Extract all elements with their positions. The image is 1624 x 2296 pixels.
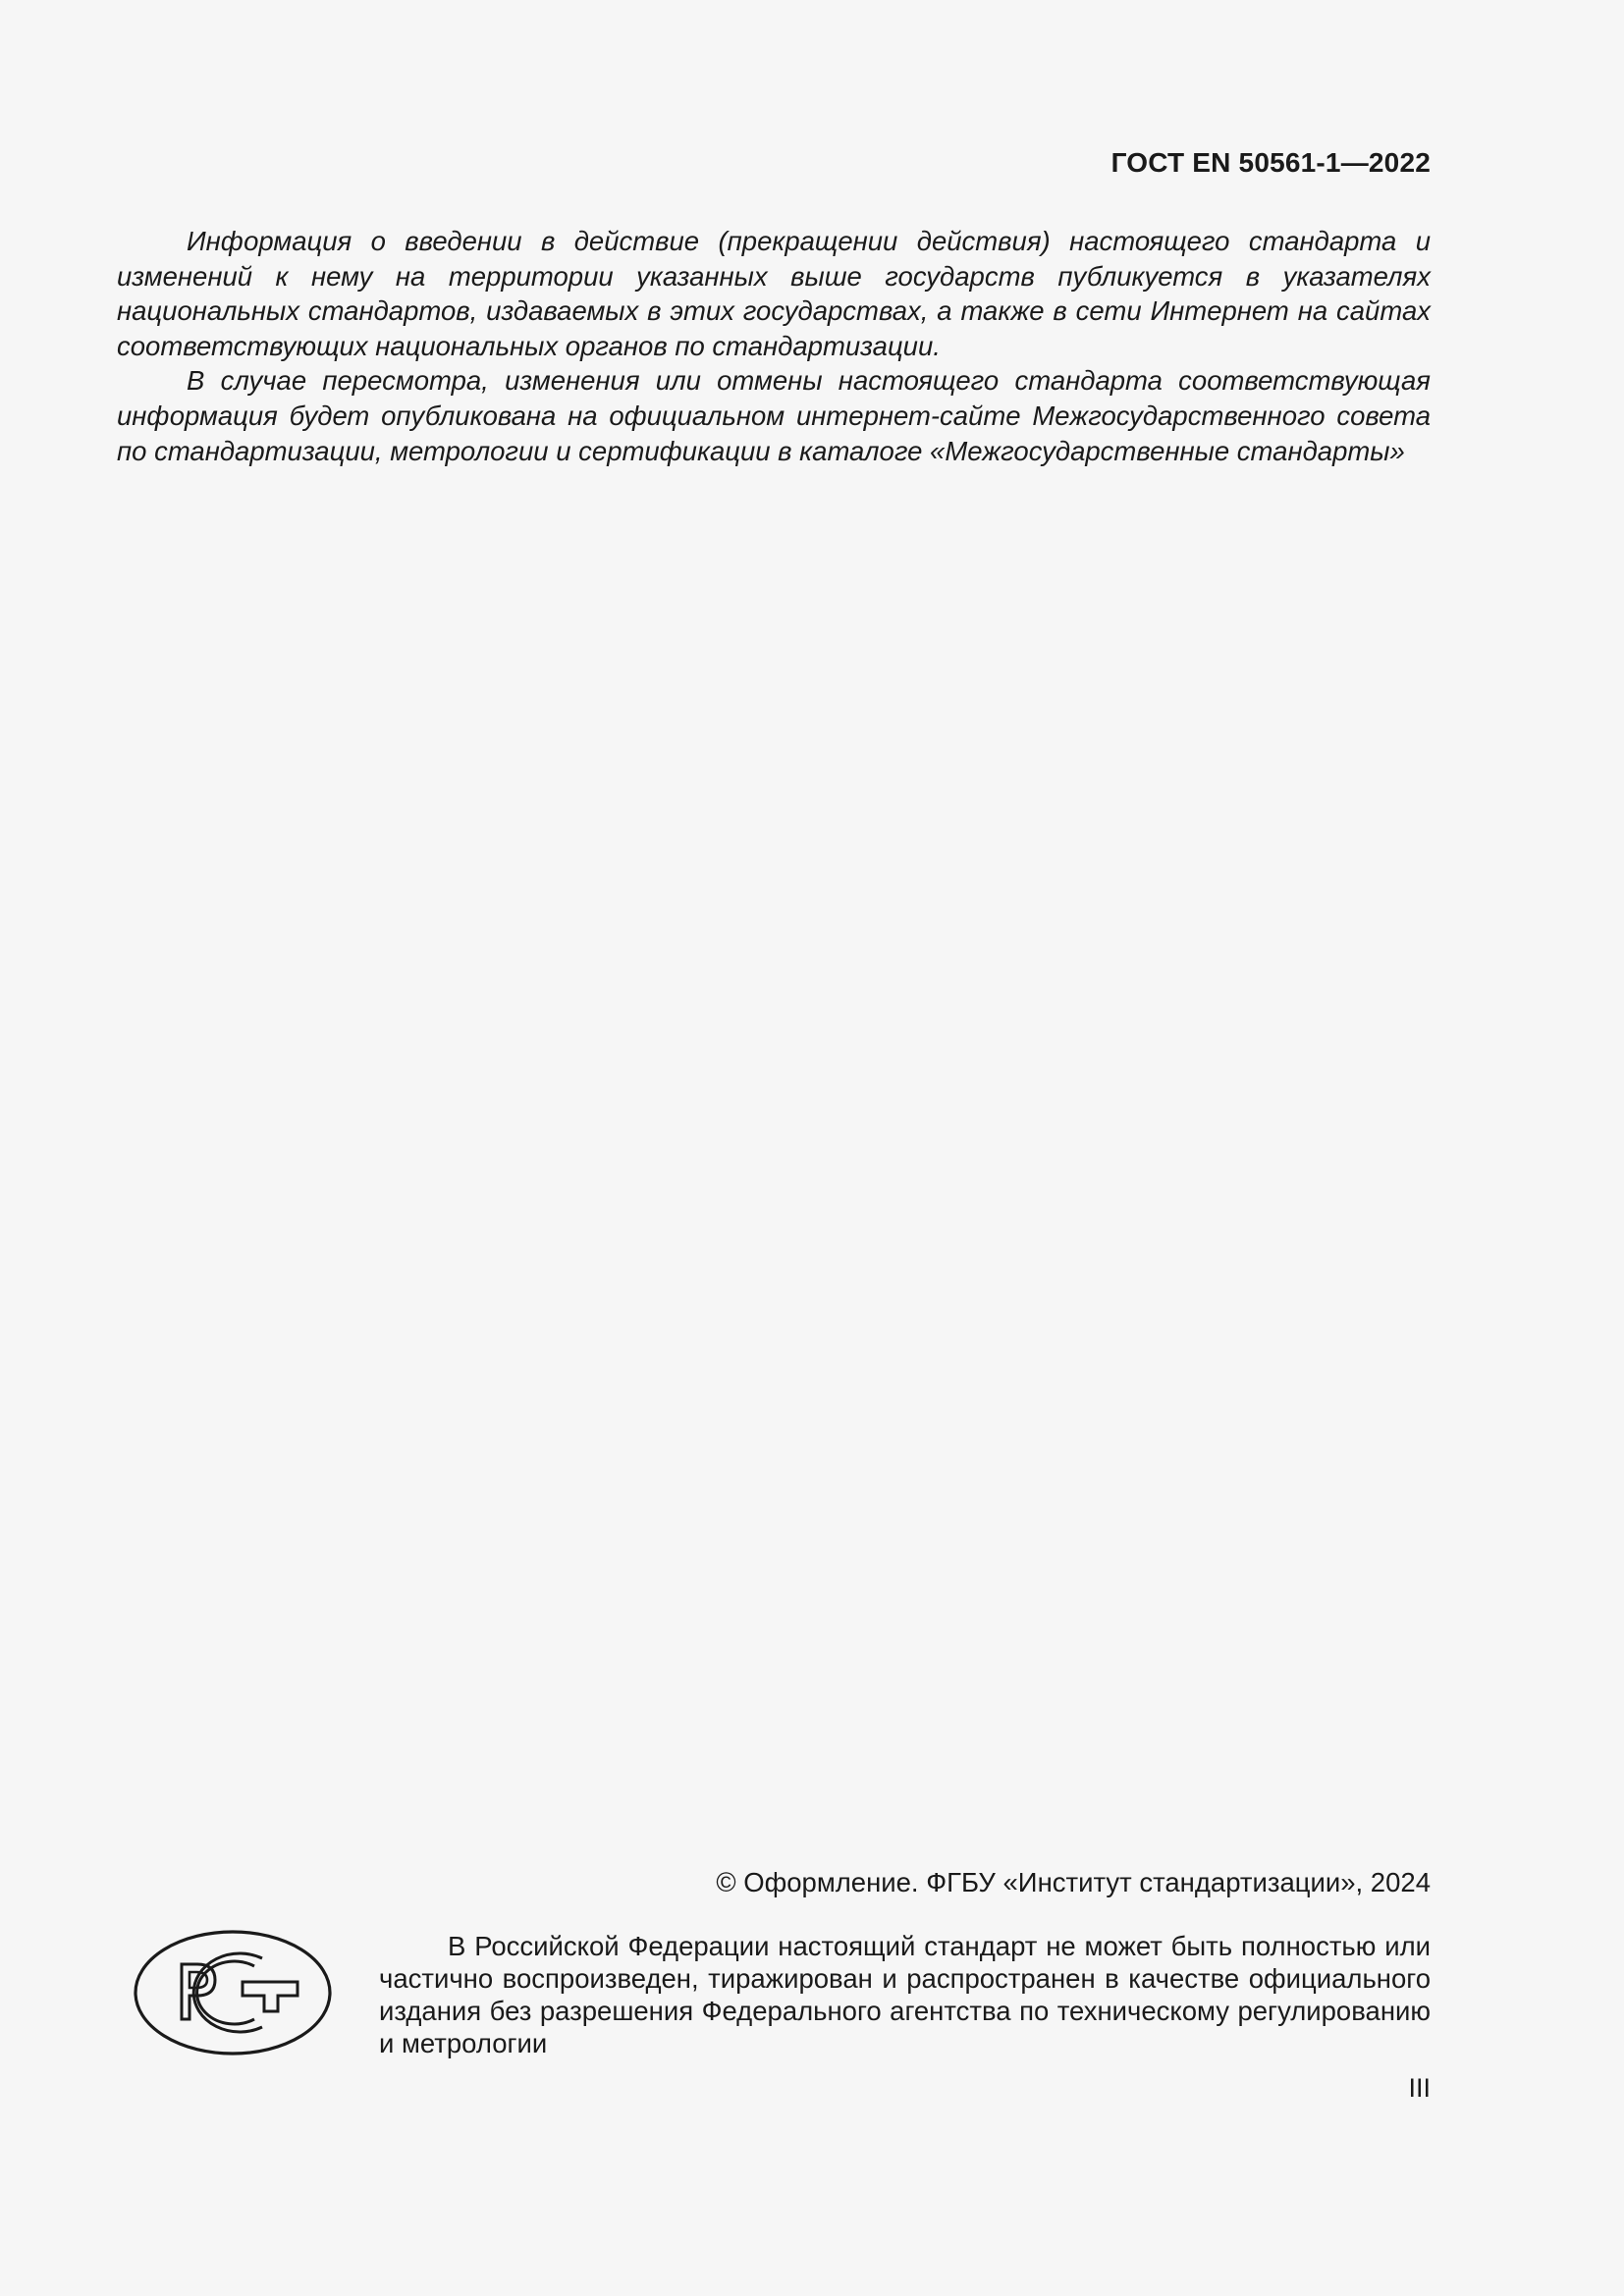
copyright-line: © Оформление. ФГБУ «Институт стандартизации», 2024: [716, 1867, 1431, 1897]
intro-section: [117, 224, 1431, 468]
rst-certification-mark-icon: [133, 1929, 333, 2056]
intro-paragraph-2: В случае пересмотра, изменения или отмены настоящего стандарта соответствующая информация будет опубликована на официальном интернет-сайте Межгосударственного совета по стандартизации, метрологии и сертификации в каталоге «Межгосударственные стандарты»: [117, 365, 1431, 466]
page-number: III: [1408, 2073, 1431, 2103]
reproduction-notice: В Российской Федерации настоящий стандарт не может быть полностью или частично воспроизведен, тиражирован и распространен в качестве официального издания без разрешения Федерального агентства по техническому регулированию и метрологии: [379, 1931, 1431, 2058]
intro-paragraph-1: Информация о введении в действие (прекращении действия) настоящего стандарта и изменений к нему на территории указанных выше государств публикуется в указателях национальных стандартов, издаваемых в этих государствах, а также в сети Интернет на сайтах соответствующих национальных органов по стандартизации.: [117, 226, 1431, 361]
document-code: ГОСТ EN 50561-1—2022: [1110, 147, 1431, 178]
